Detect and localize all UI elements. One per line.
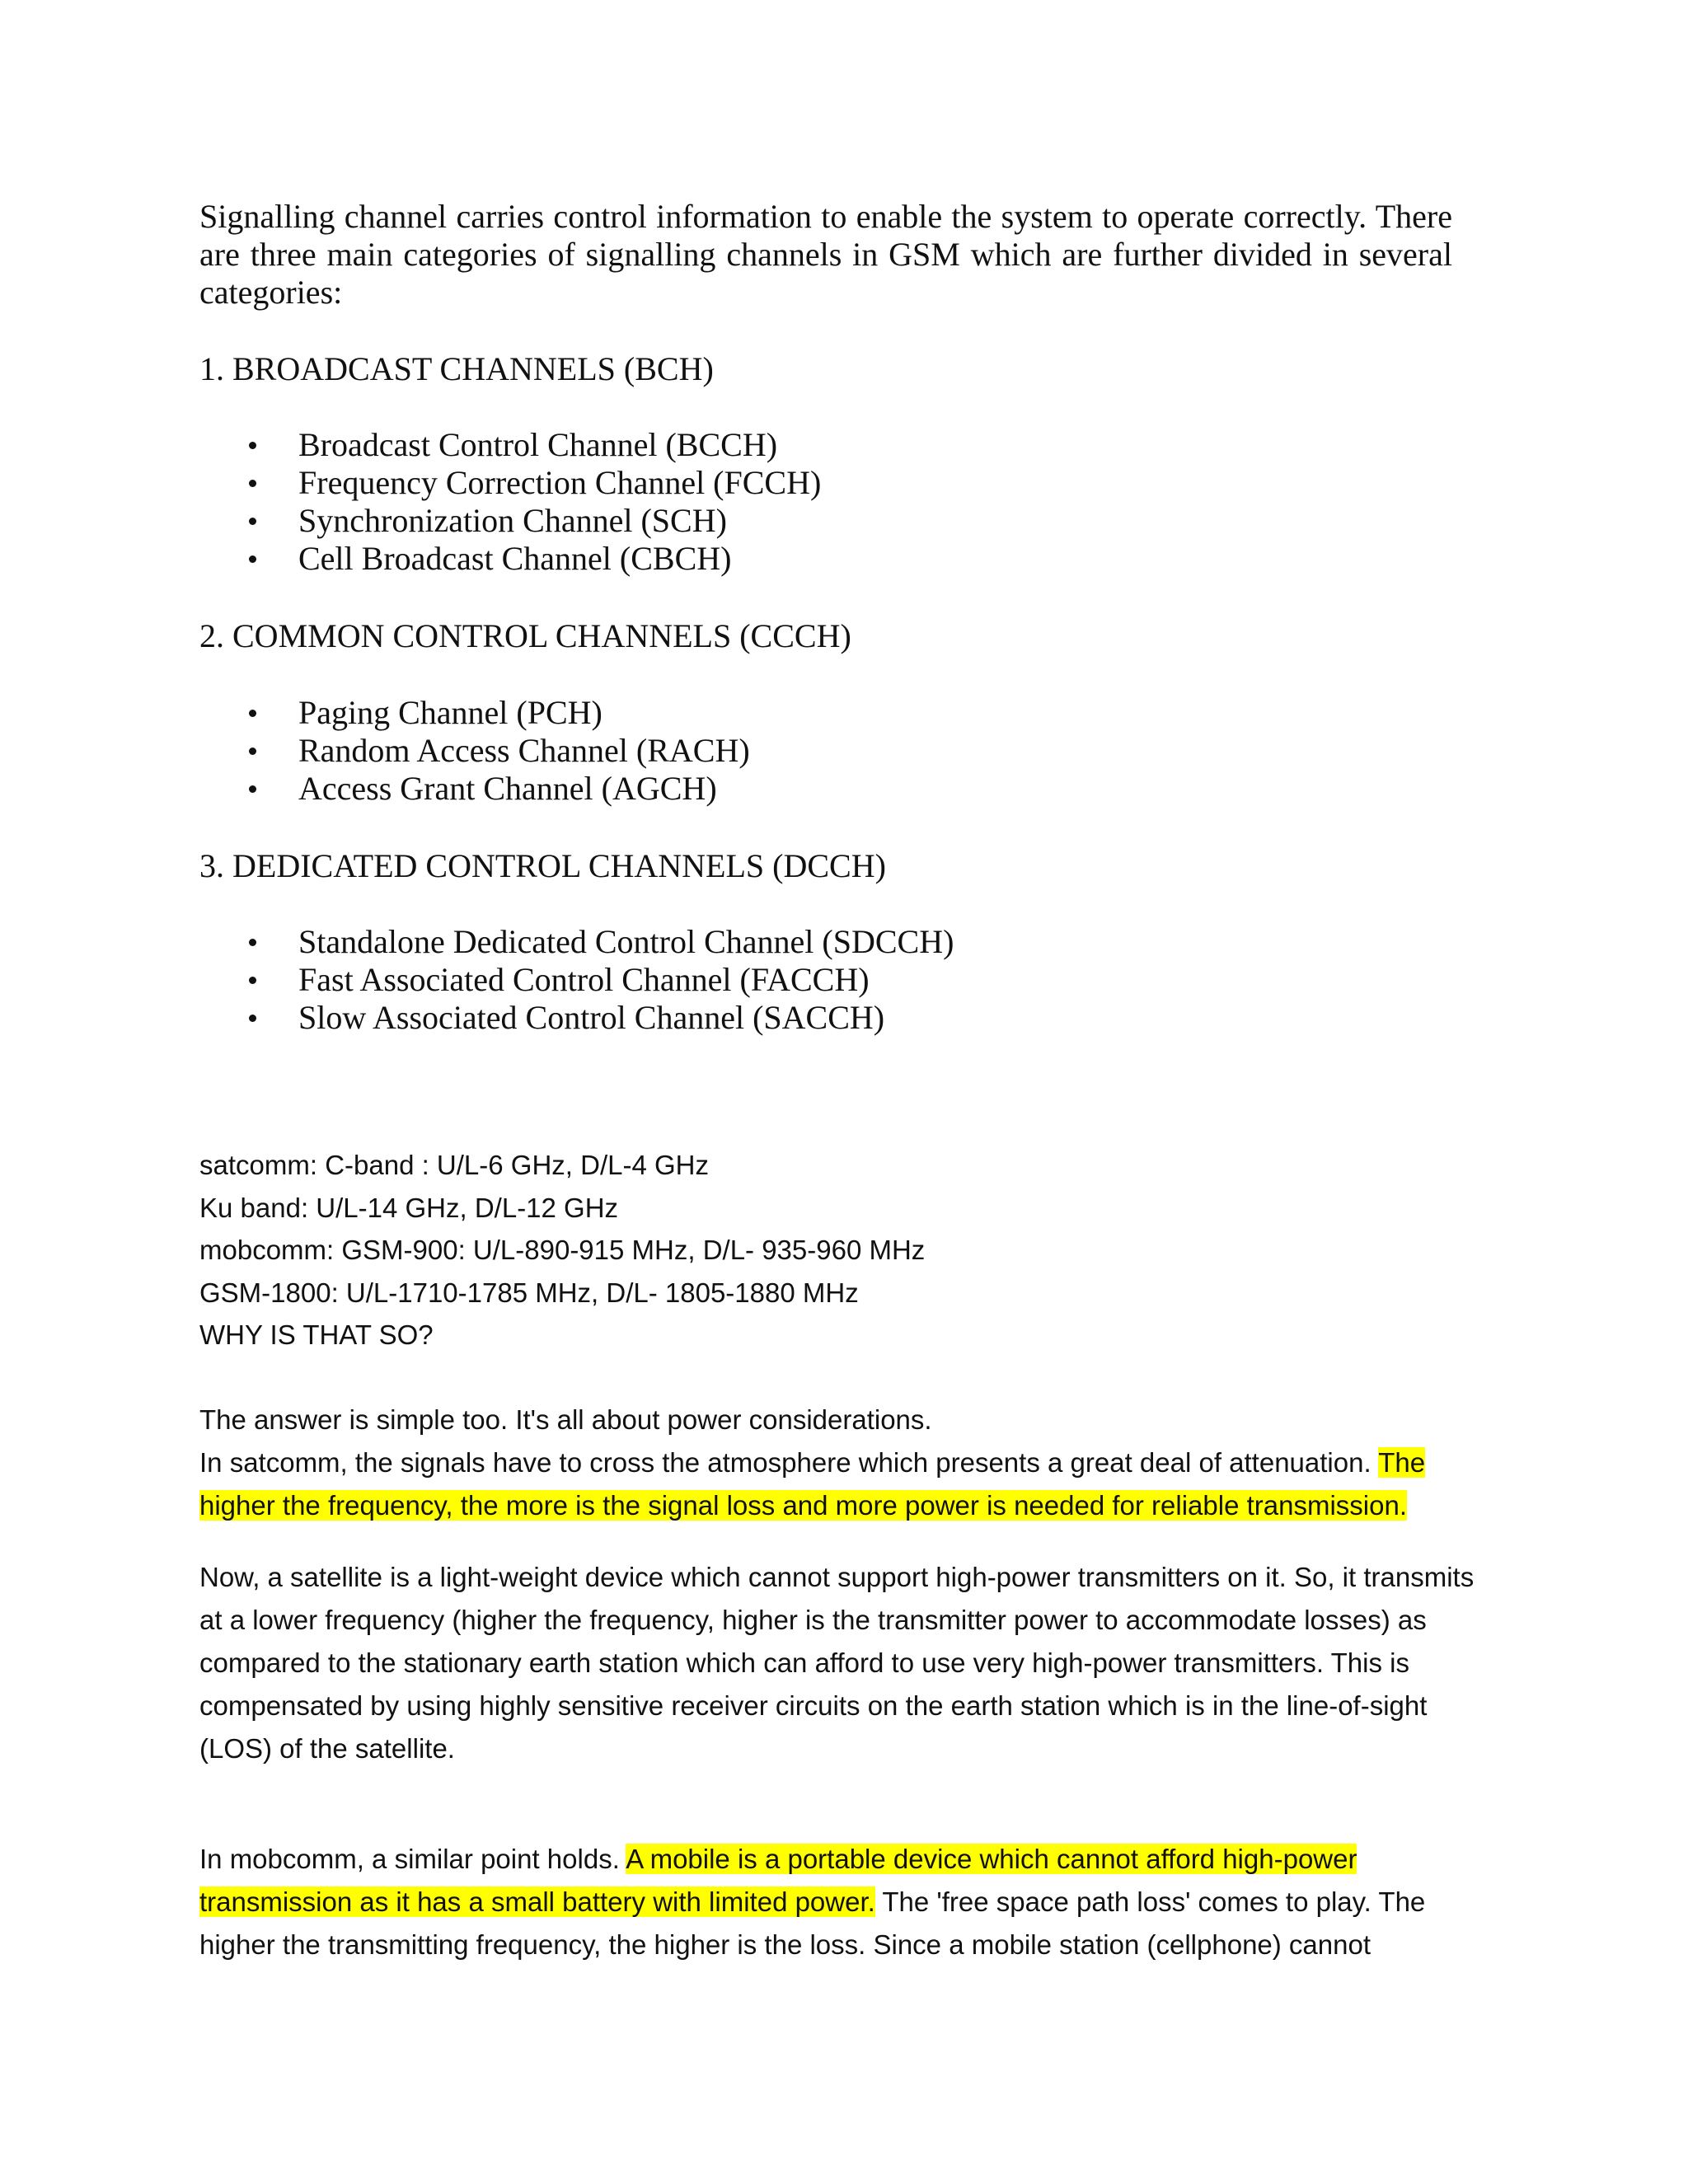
bullet-icon	[249, 710, 256, 717]
bullet-icon	[249, 1015, 256, 1022]
list-item: Access Grant Channel (AGCH)	[199, 770, 750, 808]
list-item: Frequency Correction Channel (FCCH)	[199, 464, 821, 502]
band-line-satcomm: satcomm: C-band : U/L-6 GHz, D/L-4 GHz	[199, 1150, 709, 1180]
bullet-icon	[249, 555, 256, 563]
band-line-gsm900: mobcomm: GSM-900: U/L-890-915 MHz, D/L- 935-960 MHz	[199, 1235, 926, 1265]
bullet-icon	[249, 480, 256, 487]
band-line-gsm1800: GSM-1800: U/L-1710-1785 MHz, D/L- 1805-1880 MHz	[199, 1277, 859, 1308]
satellite-paragraph: Now, a satellite is a light-weight device which cannot support high-power transmitters on it. So, it transmits at a lower frequency (higher the frequency, higher is the transmitter power to accommodate losses) as compared to the stationary earth station which can afford to use very high-power transmitters. This is compensated by using highly sensitive receiver circuits on the earth station which is in the line-of-sight (LOS) of the satellite.	[199, 1562, 1475, 1764]
bullet-icon	[249, 442, 256, 449]
list-item: Slow Associated Control Channel (SACCH)	[199, 999, 954, 1037]
bullet-icon	[249, 939, 256, 946]
question-line: WHY IS THAT SO?	[199, 1319, 434, 1350]
category-heading-common-control: 2. COMMON CONTROL CHANNELS (CCCH)	[199, 617, 851, 654]
category-heading-dedicated-control: 3. DEDICATED CONTROL CHANNELS (DCCH)	[199, 847, 886, 884]
intro-paragraph: Signalling channel carries control information to enable the system to operate correctly. There are three main categories of signalling channels in GSM which are further divided in several categories:	[199, 198, 1452, 311]
list-item: Cell Broadcast Channel (CBCH)	[199, 540, 821, 578]
band-line-ku: Ku band: U/L-14 GHz, D/L-12 GHz	[199, 1193, 619, 1223]
bullet-icon	[249, 785, 256, 793]
broadcast-channel-list	[199, 426, 821, 578]
list-item: Synchronization Channel (SCH)	[199, 502, 821, 540]
dedicated-control-channel-list	[199, 923, 954, 1037]
bullet-icon	[249, 748, 256, 755]
category-heading-broadcast: 1. BROADCAST CHANNELS (BCH)	[199, 350, 714, 387]
list-item: Fast Associated Control Channel (FACCH)	[199, 961, 954, 999]
satcomm-attenuation-paragraph	[199, 1441, 1485, 1527]
answer-line: The answer is simple too. It's all about power considerations.	[199, 1404, 932, 1435]
bullet-icon	[249, 518, 256, 525]
highlighted-text: The higher the frequency, the more is the signal loss and more power is needed for reliable transmission.	[199, 1447, 1426, 1521]
mobcomm-body-text: The 'free space path loss' comes to play. The higher the transmitting frequency, the higher is the loss. Since a mobile station (cellphone) cannot	[199, 1886, 1426, 1960]
bullet-icon	[249, 977, 256, 984]
list-item: Broadcast Control Channel (BCCH)	[199, 426, 821, 464]
list-item: Paging Channel (PCH)	[199, 694, 750, 732]
attenuation-text: In satcomm, the signals have to cross the atmosphere which presents a great deal of attenuation.	[199, 1447, 1372, 1478]
mobcomm-paragraph	[199, 1838, 1485, 1966]
mobcomm-intro-text: In mobcomm, a similar point holds.	[199, 1844, 620, 1874]
list-item: Standalone Dedicated Control Channel (SDCCH)	[199, 923, 954, 961]
list-item: Random Access Channel (RACH)	[199, 732, 750, 770]
highlighted-text: A mobile is a portable device which cannot afford high-power transmission as it has a small battery with limited power.	[199, 1844, 1357, 1917]
common-control-channel-list	[199, 694, 750, 808]
